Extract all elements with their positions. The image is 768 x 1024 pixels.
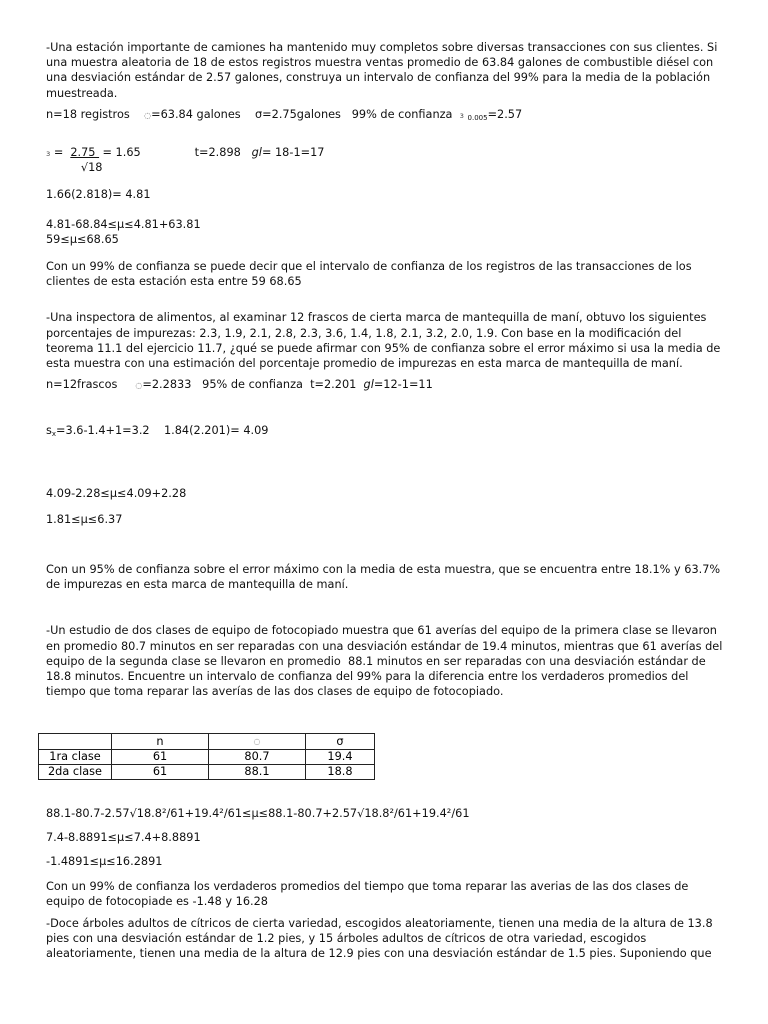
- table-cell: 1ra clase: [39, 750, 112, 765]
- problem3-line1: 88.1-80.7-2.57√18.8²/61+19.4²/61≤µ≤88.1-80.7+2.57√18.8²/61+19.4²/61: [46, 807, 470, 820]
- problem1-line5: 59≤µ≤68.65: [46, 232, 119, 246]
- problem2-sx-line: $s_x=3.6-1.4+1=3.2$ 1.84(2.201)= 4.09: [46, 424, 269, 439]
- document-body: [46, 40, 726, 699]
- table-header-row: [39, 734, 375, 750]
- z-symbol-icon: з: [459, 110, 464, 120]
- problem2-statement: -Una inspectora de alimentos, al examinar 12 frascos de cierta marca de mantequilla de maní, obtuvo los siguientes porcentajes de impurezas: 2.3, 1.9, 2.1, 2.8, 2.3, 3.6, 1.4, 1.8, 2.1, 3.2, 2.0, 1.9. Con base en la modificación del teorema 11.1 del ejercicio 11.7, ¿qué se puede afirmar con 95% de confianza sobre el error máximo si usa la media de esta muestra con una estimación del porcentaje promedio de impurezas en esta marca de mantequilla de maní.: [46, 311, 724, 371]
- table-header-cell: [39, 734, 112, 750]
- problem2-line4: 1.81≤µ≤6.37: [46, 512, 123, 526]
- problem3-line3: -1.4891≤µ≤16.2891: [46, 855, 163, 869]
- problem1-given: n=18 registros ◌=63.84 galones σ=2.75galones 99% de confianza з $_{0.005}$=2.57: [46, 107, 523, 122]
- table-header-cell: n: [112, 734, 209, 750]
- problem3-statement: -Un estudio de dos clases de equipo de fotocopiado muestra que 61 averías del equipo de la primera clase se llevaron en promedio 80.7 minutos en ser reparadas con una desviación estándar de 19.4 minutos, mientras que 61 averías del equipo de la segunda clase se llevaron en promedio 88.1 minutos en ser reparadas con una desviación estándar de 18.8 minutos. Encuentre un intervalo de confianza del 99% para la diferencia entre los verdaderos promedios del tiempo que toma reparar las averías de las dos clases de equipo de fotocopiado.: [46, 624, 726, 699]
- fraction: $\frac{2.75}{√18}$: [70, 146, 103, 175]
- table-header-cell: [209, 734, 306, 750]
- repair-times-table: [38, 733, 375, 780]
- table-header-cell: σ: [306, 734, 375, 750]
- problem2-line3: 4.09-2.28≤µ≤4.09+2.28: [46, 486, 187, 500]
- problem2-given: n=12frascos ◌=2.2833 95% de confianza t=2.201 gl=12-1=11: [46, 378, 433, 392]
- table-cell: 2da clase: [39, 765, 112, 780]
- problem1-statement: -Una estación importante de camiones ha mantenido muy completos sobre diversas transacciones con sus clientes. Si una muestra aleatoria de 18 de estos registros muestra ventas promedio de 63.84 galones de combustible diésel con una desviación estándar de 2.57 galones, construya un intervalo de confianza del 99% para la media de la población muestreada.: [46, 41, 721, 100]
- problem1-conclusion: Con un 99% de confianza se puede decir que el intervalo de confianza de los registros de las transacciones de los clientes de esta estación esta entre 59 68.65: [46, 260, 696, 289]
- problem1-line3: 1.66(2.818)= 4.81: [46, 188, 151, 202]
- table-cell: 61: [112, 765, 209, 780]
- problem1-calc-line: з = $\frac{2.75}{√18}$ = 1.65 t=2.898 gl= 18-1=17: [46, 146, 325, 175]
- problem3-line2: 7.4-8.8891≤µ≤7.4+8.8891: [46, 831, 201, 845]
- sigma-xbar-symbol-icon: з: [46, 149, 51, 159]
- table-row: [39, 750, 375, 765]
- problem3-conclusion: Con un 99% de confianza los verdaderos promedios del tiempo que toma reparar las averias de las dos clases de equipo de fotocopiade es -1.48 y 16.28: [46, 879, 689, 908]
- problem4-statement: -Doce árboles adultos de cítricos de cierta variedad, escogidos aleatoriamente, tienen una media de la altura de 13.8 pies con una desviación estándar de 1.2 pies, y 15 árboles adultos de cítricos de otra variedad, escogidos aleatoriamente, tienen una media de la altura de 12.9 pies con una desviación estándar de 1.5 pies. Suponiendo que: [46, 917, 713, 961]
- problem1-line4: 4.81-68.84≤µ≤4.81+63.81: [46, 217, 201, 231]
- table-cell: 88.1: [209, 765, 306, 780]
- xbar-symbol-icon: ◌: [253, 737, 261, 746]
- xbar-symbol-icon: ◌: [144, 110, 152, 120]
- table-cell: 61: [112, 750, 209, 765]
- table-cell: 18.8: [306, 765, 375, 780]
- problem2-conclusion: Con un 95% de confianza sobre el error máximo con la media de esta muestra, que se encuentra entre 18.1% y 63.7% de impurezas en esta marca de mantequilla de maní.: [46, 563, 724, 592]
- table-cell: 19.4: [306, 750, 375, 765]
- table-cell: 80.7: [209, 750, 306, 765]
- xbar-symbol-icon: ◌: [135, 381, 143, 391]
- table-row: [39, 765, 375, 780]
- document-body-continued: [46, 806, 726, 962]
